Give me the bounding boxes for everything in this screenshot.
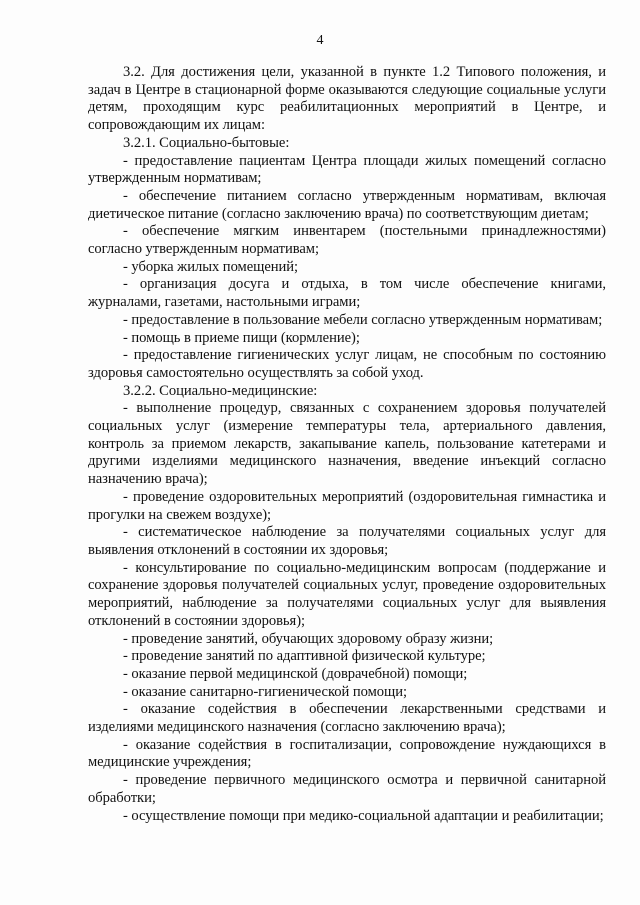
list-item: - организация досуга и отдыха, в том числе обеспечение книгами, журналами, газетами, настольными играми; [88, 276, 606, 311]
list-item: - уборка жилых помещений; [123, 258, 299, 275]
list-item: - консультирование по социально-медицинским вопросам (поддержание и сохранение здоровья получателей социальных услуг, проведение оздоровительных мероприятий, наблюдение за получателями социальных услуг для выявления отклонений в состоянии здоровья); [88, 559, 606, 629]
list-item: - предоставление гигиенических услуг лицам, не способным по состоянию здоровья самостоятельно осуществлять за собой уход. [88, 347, 606, 381]
list-item: - оказание содействия в госпитализации, сопровождение нуждающихся в медицинские учреждения; [88, 736, 606, 771]
document-body [88, 64, 606, 825]
paragraph-intro: 3.2. Для достижения цели, указанной в пункте 1.2 Типового положения, и задач в Центре в стационарной форме оказываются следующие социальные услуги детям, проходящим курс реабилитационных мероприятий в Центре, и сопровождающим их лицам: [88, 64, 606, 134]
list-item: - оказание санитарно-гигиенической помощи; [123, 683, 408, 700]
page-number: 4 [316, 33, 324, 48]
list-item: - предоставление пациентам Центра площади жилых помещений согласно утвержденным нормативам; [88, 152, 606, 187]
section-heading-social-medical: 3.2.2. Социально-медицинские: [123, 382, 318, 399]
list-item: - проведение первичного медицинского осмотра и первичной санитарной обработки; [88, 772, 606, 806]
list-item: - осуществление помощи при медико-социальной адаптации и реабилитации; [123, 807, 604, 824]
list-item: - обеспечение мягким инвентарем (постельными принадлежностями) согласно утвержденным нормативам; [88, 223, 606, 258]
list-item: - выполнение процедур, связанных с сохранением здоровья получателей социальных услуг (измерение температуры тела, артериального давления, контроль за приемом лекарств, закапывание капель, пользование катетерами и другими изделиями медицинского назначения, введение инъекций согласно назначению врача); [88, 400, 606, 488]
list-item: - обеспечение питанием согласно утвержденным нормативам, включая диетическое питание (согласно заключению врача) по соответствующим диетам; [88, 187, 606, 222]
list-item: - предоставление в пользование мебели согласно утвержденным нормативам; [123, 311, 603, 328]
list-item: - оказание содействия в обеспечении лекарственными средствами и изделиями медицинского назначения (согласно заключению врача); [88, 701, 606, 736]
list-item: - проведение занятий по адаптивной физической культуре; [123, 648, 486, 665]
list-item: - систематическое наблюдение за получателями социальных услуг для выявления отклонений в состоянии их здоровья; [88, 524, 606, 558]
list-item: - оказание первой медицинской (доврачебной) помощи; [123, 665, 468, 682]
list-item: - помощь в приеме пищи (кормление); [123, 329, 360, 346]
list-item: - проведение занятий, обучающих здоровому образу жизни; [123, 630, 494, 647]
section-heading-social-household: 3.2.1. Социально-бытовые: [123, 134, 290, 151]
list-item: - проведение оздоровительных мероприятий (оздоровительная гимнастика и прогулки на свежем воздухе); [88, 488, 606, 523]
